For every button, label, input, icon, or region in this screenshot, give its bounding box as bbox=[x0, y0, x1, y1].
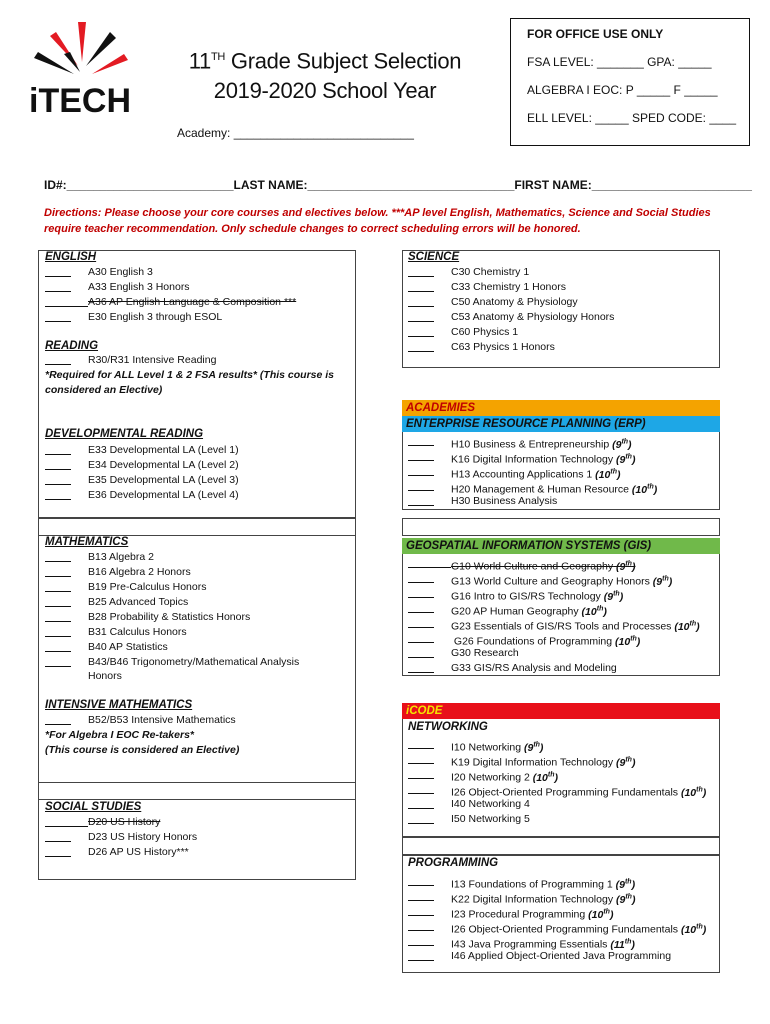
course-row[interactable] bbox=[408, 631, 640, 646]
selection-blank[interactable] bbox=[408, 340, 434, 352]
course-row[interactable] bbox=[408, 479, 657, 494]
int-math-note-1: *For Algebra I EOC Re-takers* bbox=[45, 729, 194, 741]
course-row[interactable]: B52/B53 Intensive Mathematics bbox=[45, 713, 236, 728]
selection-blank[interactable] bbox=[408, 949, 434, 961]
left-separator-1 bbox=[38, 518, 356, 536]
course-name: I26 Object-Oriented Programming Fundamentals bbox=[451, 923, 679, 936]
grade-level: (9th) bbox=[600, 590, 624, 603]
course-name: I43 Java Programming Essentials bbox=[451, 938, 608, 951]
course-name: I40 Networking 4 bbox=[451, 798, 530, 810]
selection-blank[interactable] bbox=[408, 904, 434, 916]
reading-note: *Required for ALL Level 1 & 2 FSA results* (This course is considered an Elective) bbox=[45, 369, 335, 396]
course-name: H20 Management & Human Resource bbox=[451, 483, 630, 496]
course-name: G26 Foundations of Programming bbox=[451, 635, 613, 648]
course-name: I26 Object-Oriented Programming Fundamentals bbox=[451, 786, 679, 799]
selection-blank[interactable] bbox=[408, 571, 434, 583]
course-row[interactable] bbox=[45, 625, 187, 640]
course-name: E34 Developmental LA (Level 2) bbox=[88, 459, 239, 471]
course-row[interactable] bbox=[408, 904, 613, 919]
course-name: E35 Developmental LA (Level 3) bbox=[88, 474, 239, 486]
course-row[interactable] bbox=[45, 815, 160, 830]
selection-blank[interactable] bbox=[45, 640, 71, 652]
selection-blank[interactable] bbox=[408, 295, 434, 307]
grade-level: (10th) bbox=[671, 620, 700, 633]
course-row[interactable]: R30/R31 Intensive Reading bbox=[45, 353, 216, 368]
itech-logo bbox=[20, 18, 140, 118]
course-row[interactable] bbox=[45, 550, 154, 565]
reading-heading: READING bbox=[45, 340, 99, 352]
course-row[interactable] bbox=[408, 601, 607, 616]
grade-level: (10th) bbox=[678, 923, 707, 936]
selection-blank[interactable] bbox=[45, 265, 71, 277]
course-name: C30 Chemistry 1 bbox=[451, 266, 530, 278]
selection-blank[interactable] bbox=[45, 845, 71, 857]
course-row[interactable] bbox=[408, 280, 566, 295]
course-name: G33 GIS/RS Analysis and Modeling bbox=[451, 662, 617, 674]
course-name: G20 AP Human Geography bbox=[451, 605, 579, 618]
course-name: E36 Developmental LA (Level 4) bbox=[88, 489, 239, 501]
course-name: C60 Physics 1 bbox=[451, 326, 519, 338]
course-row[interactable] bbox=[45, 443, 239, 458]
english-heading: ENGLISH bbox=[45, 251, 97, 263]
directions: Directions: Please choose your core courses and electives below. ***AP level English, Mathematics, Science and Social Studies require teacher recommendation. Only schedule changes to correct scheduling errors will be honored. bbox=[44, 207, 711, 235]
course-name: I13 Foundations of Programming 1 bbox=[451, 878, 613, 891]
math-heading: MATHEMATICS bbox=[45, 536, 129, 548]
selection-blank[interactable] bbox=[408, 434, 434, 446]
course-name: A30 English 3 bbox=[88, 266, 153, 278]
selection-blank[interactable] bbox=[408, 874, 434, 886]
selection-blank[interactable] bbox=[408, 812, 434, 824]
selection-blank[interactable] bbox=[45, 610, 71, 622]
grade-level: (9th) bbox=[613, 893, 636, 906]
selection-blank[interactable] bbox=[45, 580, 71, 592]
course-row[interactable] bbox=[45, 830, 197, 845]
grade-level: (10th) bbox=[629, 483, 658, 496]
course-name: D26 AP US History*** bbox=[88, 846, 189, 858]
office-use-box bbox=[510, 18, 750, 146]
student-id-name-line[interactable]: ID#:_________________________LAST NAME:_______________________________FIRST NAME:________________________ bbox=[44, 178, 752, 192]
erp-bar: ENTERPRISE RESOURCE PLANNING (ERP) bbox=[402, 416, 720, 432]
course-row[interactable] bbox=[408, 934, 635, 949]
course-row[interactable] bbox=[408, 586, 623, 601]
algebra-eoc-field[interactable]: ALGEBRA I EOC: P _____ F _____ bbox=[527, 83, 718, 97]
course-name: G16 Intro to GIS/RS Technology bbox=[451, 590, 601, 603]
selection-blank[interactable] bbox=[45, 310, 71, 322]
course-row[interactable] bbox=[45, 565, 191, 580]
course-row[interactable] bbox=[45, 845, 189, 860]
course-row[interactable] bbox=[45, 488, 239, 503]
selection-blank[interactable] bbox=[408, 556, 451, 568]
course-name: B43/B46 Trigonometry/Mathematical Analysis bbox=[88, 656, 300, 668]
course-row[interactable] bbox=[408, 310, 614, 325]
gis-bar: GEOSPATIAL INFORMATION SYSTEMS (GIS) bbox=[402, 538, 720, 554]
course-row[interactable] bbox=[45, 580, 206, 595]
grade-level: (10th) bbox=[578, 605, 607, 618]
selection-blank[interactable] bbox=[408, 797, 434, 809]
course-row[interactable] bbox=[408, 889, 635, 904]
course-name: D20 US History bbox=[88, 816, 161, 828]
course-row[interactable] bbox=[408, 646, 519, 661]
selection-blank[interactable] bbox=[408, 280, 434, 292]
selection-blank[interactable] bbox=[408, 919, 434, 931]
int-math-heading: INTENSIVE MATHEMATICS bbox=[45, 699, 193, 711]
office-heading: FOR OFFICE USE ONLY bbox=[527, 27, 664, 41]
selection-blank[interactable] bbox=[45, 830, 71, 842]
ell-sped-field[interactable]: ELL LEVEL: _____ SPED CODE: ____ bbox=[527, 111, 737, 125]
grade-level: (9th) bbox=[521, 741, 544, 754]
course-row[interactable] bbox=[45, 640, 168, 655]
int-math-note-2: (This course is considered an Elective) bbox=[45, 744, 240, 756]
right-separator-2 bbox=[402, 837, 720, 855]
academies-bar: ACADEMIES bbox=[402, 400, 720, 416]
course-name: G30 Research bbox=[451, 647, 519, 659]
course-name: B25 Advanced Topics bbox=[88, 596, 189, 608]
selection-blank[interactable] bbox=[408, 464, 434, 476]
course-row[interactable] bbox=[45, 295, 296, 310]
networking-heading: NETWORKING bbox=[408, 721, 488, 733]
programming-heading: PROGRAMMING bbox=[408, 857, 499, 869]
grade-level: (9th) bbox=[613, 560, 636, 573]
grade-level: (9th) bbox=[612, 878, 636, 891]
grade-level: (10th) bbox=[592, 468, 621, 481]
selection-blank[interactable] bbox=[45, 353, 71, 365]
course-name: C33 Chemistry 1 Honors bbox=[451, 281, 566, 293]
selection-blank[interactable] bbox=[45, 595, 71, 607]
selection-blank[interactable] bbox=[408, 646, 434, 658]
fsa-gpa-field[interactable]: FSA LEVEL: _______ GPA: _____ bbox=[527, 55, 712, 69]
selection-blank[interactable] bbox=[408, 631, 434, 643]
course-row[interactable] bbox=[408, 919, 706, 934]
course-name: H13 Accounting Applications 1 bbox=[451, 468, 593, 481]
course-row[interactable] bbox=[45, 458, 239, 473]
grade-level: (9th) bbox=[609, 438, 632, 451]
selection-blank[interactable] bbox=[45, 280, 71, 292]
course-name: I10 Networking bbox=[451, 741, 522, 754]
selection-blank[interactable] bbox=[408, 601, 434, 613]
course-row[interactable] bbox=[45, 655, 299, 670]
selection-blank[interactable] bbox=[408, 661, 434, 673]
course-row[interactable] bbox=[45, 610, 250, 625]
course-name: G10 World Culture and Geography bbox=[451, 560, 614, 573]
course-row[interactable] bbox=[408, 449, 635, 464]
grade-level: (10th) bbox=[585, 908, 614, 921]
course-name: G23 Essentials of GIS/RS Tools and Processes bbox=[451, 620, 672, 633]
selection-blank[interactable] bbox=[45, 488, 71, 500]
course-row[interactable] bbox=[408, 494, 557, 509]
course-row[interactable] bbox=[408, 556, 635, 571]
selection-blank[interactable] bbox=[408, 782, 434, 794]
selection-blank[interactable] bbox=[408, 494, 434, 506]
course-name: I50 Networking 5 bbox=[451, 813, 530, 825]
course-row[interactable] bbox=[408, 737, 543, 752]
selection-blank[interactable] bbox=[408, 586, 434, 598]
course-row[interactable] bbox=[408, 434, 632, 449]
course-name: C50 Anatomy & Physiology bbox=[451, 296, 578, 308]
selection-blank[interactable] bbox=[408, 616, 434, 628]
course-name: E33 Developmental LA (Level 1) bbox=[88, 444, 239, 456]
selection-blank[interactable] bbox=[408, 479, 434, 491]
grade-level: (10th) bbox=[612, 635, 641, 648]
course-name: I23 Procedural Programming bbox=[451, 908, 586, 921]
course-name: I46 Applied Object-Oriented Java Programming bbox=[451, 950, 672, 962]
course-row[interactable] bbox=[408, 464, 620, 479]
icode-bar: iCODE bbox=[402, 703, 720, 719]
social-heading: SOCIAL STUDIES bbox=[45, 801, 142, 813]
grade-level: (9th) bbox=[649, 575, 673, 588]
course-name: A33 English 3 Honors bbox=[88, 281, 190, 293]
selection-blank[interactable] bbox=[45, 655, 71, 667]
dev-reading-heading: DEVELOPMENTAL READING bbox=[45, 428, 204, 440]
course-name: D23 US History Honors bbox=[88, 831, 198, 843]
selection-blank[interactable] bbox=[45, 295, 88, 307]
course-name: A36 AP English Language & Composition *** bbox=[88, 296, 297, 308]
course-name: C53 Anatomy & Physiology Honors bbox=[451, 311, 615, 323]
svg-text:iTECH: iTECH bbox=[29, 82, 131, 118]
selection-blank[interactable] bbox=[45, 550, 71, 562]
selection-blank[interactable] bbox=[408, 934, 434, 946]
selection-blank[interactable] bbox=[45, 458, 71, 470]
course-name: H10 Business & Entrepreneurship bbox=[451, 438, 610, 451]
course-name: H30 Business Analysis bbox=[451, 495, 558, 507]
selection-blank[interactable] bbox=[45, 815, 88, 827]
course-row[interactable] bbox=[408, 325, 518, 340]
course-name: B16 Algebra 2 Honors bbox=[88, 566, 191, 578]
academy-field[interactable]: Academy: ___________________________ bbox=[177, 126, 414, 140]
course-row[interactable] bbox=[408, 571, 672, 586]
grade-level: (9th) bbox=[613, 756, 636, 769]
grade-level: (10th) bbox=[678, 786, 707, 799]
course-name: B13 Algebra 2 bbox=[88, 551, 154, 563]
course-name: B28 Probability & Statistics Honors bbox=[88, 611, 251, 623]
selection-blank[interactable] bbox=[45, 625, 71, 637]
course-row[interactable] bbox=[408, 752, 635, 767]
course-row[interactable] bbox=[45, 265, 153, 280]
selection-blank[interactable] bbox=[45, 443, 71, 455]
course-name: B19 Pre-Calculus Honors bbox=[88, 581, 207, 593]
grade-level: (10th) bbox=[529, 771, 558, 784]
course-row[interactable] bbox=[45, 310, 222, 325]
course-row[interactable] bbox=[408, 797, 530, 812]
selection-blank[interactable] bbox=[408, 737, 434, 749]
course-row[interactable] bbox=[45, 280, 190, 295]
course-name: B40 AP Statistics bbox=[88, 641, 168, 653]
course-row[interactable] bbox=[408, 295, 578, 310]
course-row[interactable] bbox=[45, 473, 239, 488]
course-row[interactable] bbox=[408, 812, 530, 827]
course-name: K22 Digital Information Technology bbox=[451, 893, 614, 906]
course-row[interactable] bbox=[408, 265, 529, 280]
selection-blank[interactable] bbox=[408, 752, 434, 764]
grade-level: (11th) bbox=[607, 938, 635, 951]
selection-blank[interactable] bbox=[45, 473, 71, 485]
grade-level: (9th) bbox=[613, 453, 636, 466]
selection-blank[interactable] bbox=[408, 325, 434, 337]
page-title: 11TH Grade Subject Selection 2019-2020 School Year bbox=[188, 48, 462, 104]
selection-blank[interactable] bbox=[45, 565, 71, 577]
course-row[interactable] bbox=[408, 767, 558, 782]
course-row[interactable] bbox=[408, 661, 617, 676]
course-row[interactable] bbox=[45, 595, 188, 610]
selection-blank[interactable] bbox=[408, 310, 434, 322]
left-separator-2 bbox=[38, 782, 356, 800]
course-row[interactable] bbox=[408, 874, 635, 889]
selection-blank[interactable] bbox=[408, 449, 434, 461]
course-name: B31 Calculus Honors bbox=[88, 626, 187, 638]
course-name: K19 Digital Information Technology bbox=[451, 756, 614, 769]
right-separator-1 bbox=[402, 518, 720, 536]
course-row[interactable] bbox=[408, 782, 706, 797]
course-row[interactable] bbox=[408, 616, 700, 631]
math-cont: Honors bbox=[88, 670, 122, 682]
course-name: C63 Physics 1 Honors bbox=[451, 341, 555, 353]
course-name: E30 English 3 through ESOL bbox=[88, 311, 223, 323]
course-row[interactable] bbox=[408, 340, 555, 355]
course-name: I20 Networking 2 bbox=[451, 771, 530, 784]
course-name: G13 World Culture and Geography Honors bbox=[451, 575, 650, 588]
selection-blank[interactable] bbox=[45, 713, 71, 725]
science-heading: SCIENCE bbox=[408, 251, 460, 263]
selection-blank[interactable] bbox=[408, 767, 434, 779]
course-name: K16 Digital Information Technology bbox=[451, 453, 614, 466]
selection-blank[interactable] bbox=[408, 265, 434, 277]
course-row[interactable] bbox=[408, 949, 671, 964]
selection-blank[interactable] bbox=[408, 889, 434, 901]
